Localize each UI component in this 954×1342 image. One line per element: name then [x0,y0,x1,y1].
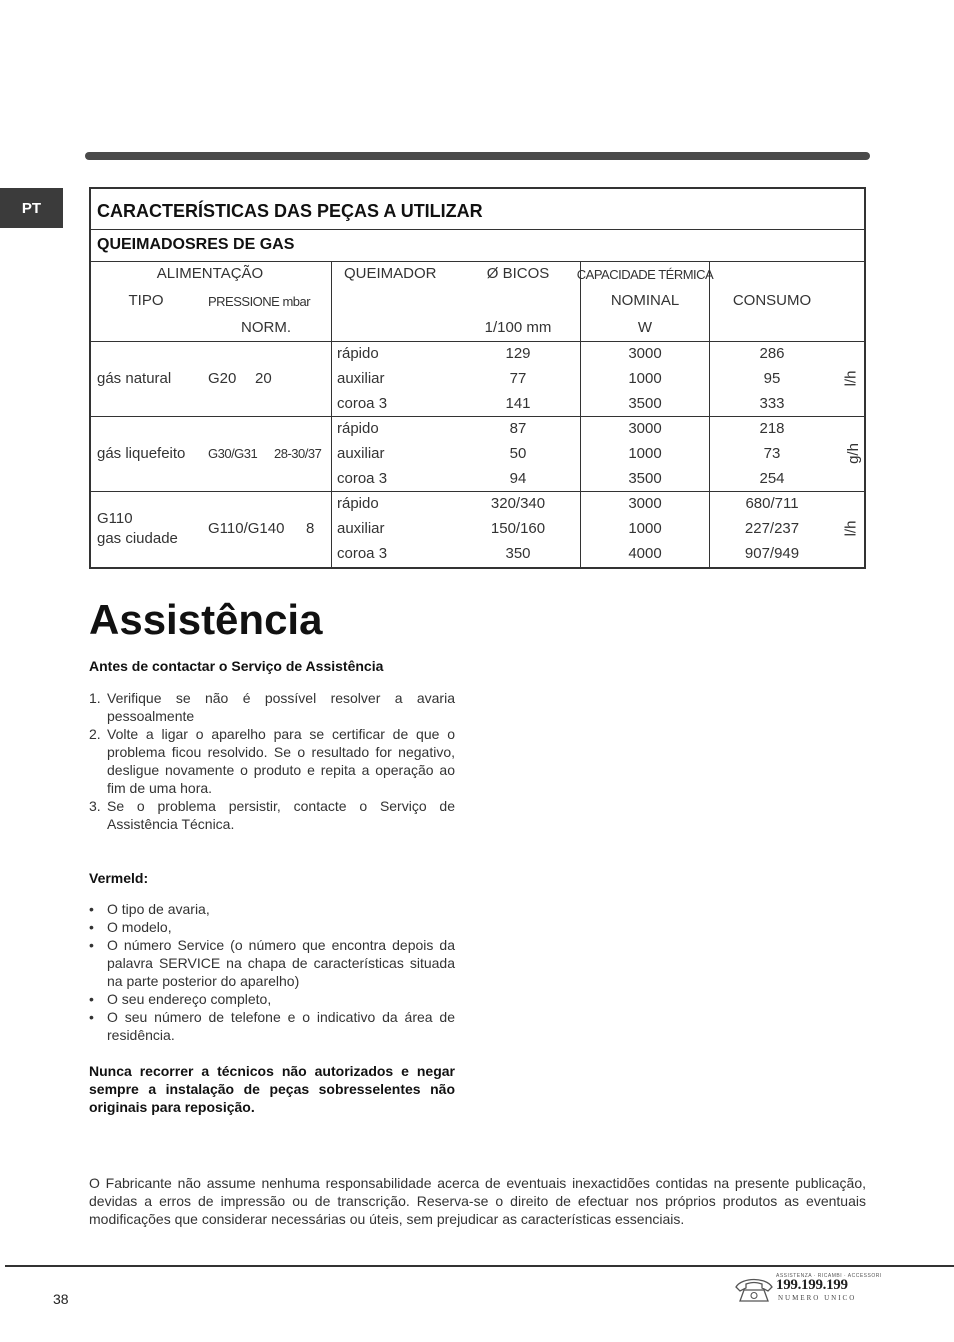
consumption: 333 [759,395,785,412]
gas-type-label: G110 [97,509,133,527]
before-contact-label: Antes de contactar o Serviço de Assistência [89,658,384,674]
header-alimentacao: ALIMENTAÇÃO [156,265,264,282]
bullet-item [89,990,455,1008]
step-item [89,797,455,833]
nozzle-diameter: 141 [505,395,531,412]
burner-name: auxiliar [337,370,385,387]
column-divider [580,262,581,567]
header-bicos: Ø BICOS [486,265,550,282]
nominal-power: 3000 [628,495,662,512]
step-item [89,725,455,797]
nominal-power: 1000 [628,445,662,462]
burner-name: rápido [337,420,379,437]
nominal-power: 3500 [628,395,662,412]
burner-name: rápido [337,345,379,362]
consumption-unit: l/h [842,370,860,387]
page-number: 38 [53,1291,69,1307]
list-item-text: Se o problema persistir, contacte o Serviço de Assistência Técnica. [107,798,455,832]
list-item-text: O modelo, [107,919,172,935]
burner-name: coroa 3 [337,470,388,487]
info-bullet-list [89,900,455,1044]
top-divider-bar [85,152,870,160]
gas-code: G30/G31 [208,445,258,461]
header-consumo: CONSUMO [732,292,812,309]
list-item-text: O seu número de telefone e o indicativo da área de residência. [107,1009,455,1043]
burner-name: coroa 3 [337,545,388,562]
list-marker: 1. [89,690,101,706]
nozzle-diameter: 50 [509,445,527,462]
header-bicos-unit: 1/100 mm [484,319,552,336]
list-marker: 2. [89,726,101,742]
gas-pressure: 8 [306,519,315,537]
footer-divider [5,1265,954,1267]
consumption: 73 [763,445,781,462]
table-subtitle: QUEIMADOSRES DE GAS [91,230,864,262]
consumption: 227/237 [744,520,800,537]
column-divider [331,262,332,567]
column-divider [709,262,710,567]
list-item-text: O seu endereço completo, [107,991,272,1007]
consumption: 95 [763,370,781,387]
language-tab: PT [0,188,63,228]
nominal-power: 3500 [628,470,662,487]
table-grid [91,262,864,567]
warning-text: Nunca recorrer a técnicos não autorizados e negar sempre a instalação de peças sobresselentes não originais para reposição. [89,1063,455,1115]
nominal-power: 1000 [628,370,662,387]
nozzle-diameter: 129 [505,345,531,362]
list-marker: • [89,991,94,1007]
page-title: Assistência [89,596,323,643]
disclaimer-text: O Fabricante não assume nenhuma responsabilidade acerca de eventuais inexactidões contidas na presente publicação, devidas a erros de impressão ou de transcrição. Reserva-se o direito de efectuar nos próprios produtos as eventuais modificações que considerar necessárias ou úteis, sem prejudicar as características essenciais. [89,1175,866,1227]
nominal-power: 1000 [628,520,662,537]
gas-type-label-2: gas ciudade [97,529,178,547]
row-divider [91,341,864,342]
gas-code: G20 [208,369,237,387]
list-marker: • [89,919,94,935]
list-marker: • [89,901,94,917]
vermeld-label: Vermeld: [89,870,149,886]
gas-type-label: gás liquefeito [97,444,186,462]
bullet-item [89,900,455,918]
list-item-text: O tipo de avaria, [107,901,210,917]
table-title: CARACTERÍSTICAS DAS PEÇAS A UTILIZAR [91,189,864,230]
header-nominal: NOMINAL [610,292,680,309]
nozzle-diameter: 150/160 [490,520,546,537]
steps-list [89,689,455,833]
logo-phone-number: 199.199.199 [776,1277,848,1293]
list-item-text: O número Service (o número que encontra depois da palavra SERVICE na chapa de características situada na parte posterior do aparelho) [107,937,455,989]
burner-name: coroa 3 [337,395,388,412]
consumption: 680/711 [745,495,799,512]
gas-pressure: 28-30/37 [274,445,322,461]
nominal-power: 4000 [628,545,662,562]
gas-pressure: 20 [255,369,272,387]
consumption: 286 [759,345,785,362]
nozzle-diameter: 94 [509,470,527,487]
row-divider [91,416,864,417]
telephone-icon [732,1273,776,1305]
gas-code: G110/G140 [208,519,285,537]
row-divider [91,491,864,492]
consumption-unit: g/h [844,443,862,464]
consumption: 254 [759,470,785,487]
consumption-unit: l/h [842,520,860,537]
gas-type-label: gás natural [97,369,172,387]
list-item-text: Verifique se não é possível resolver a avaria pessoalmente [107,690,455,724]
gas-burner-table [89,187,866,569]
header-capacidade: CAPACIDADE TÉRMICA [576,267,714,282]
bullet-item [89,1008,455,1044]
nominal-power: 3000 [628,420,662,437]
burner-name: rápido [337,495,379,512]
nozzle-diameter: 350 [505,545,531,562]
header-queimador: QUEIMADOR [344,265,437,282]
list-marker: • [89,937,94,953]
nominal-power: 3000 [628,345,662,362]
bullet-item [89,918,455,936]
nozzle-diameter: 87 [509,420,527,437]
header-norm: NORM. [241,319,291,336]
burner-name: auxiliar [337,445,385,462]
burner-name: auxiliar [337,520,385,537]
bullet-item [89,936,455,990]
header-tipo: TIPO [128,292,164,309]
header-pressione: PRESSIONE mbar [208,294,311,309]
service-logo [732,1273,882,1305]
list-marker: • [89,1009,94,1025]
list-marker: 3. [89,798,101,814]
nozzle-diameter: 77 [509,370,527,387]
header-w: W [637,319,653,336]
step-item [89,689,455,725]
nozzle-diameter: 320/340 [490,495,546,512]
list-item-text: Volte a ligar o aparelho para se certificar de que o problema ficou resolvido. Se o resultado for negativo, desligue novamente o produto e repita a operação ao fim de uma hora. [107,726,455,796]
consumption: 907/949 [744,545,800,562]
logo-subtitle: NUMERO UNICO [778,1294,857,1302]
consumption: 218 [759,420,785,437]
logo-tagline: ASSISTENZA · RICAMBI · ACCESSORI [776,1273,882,1279]
